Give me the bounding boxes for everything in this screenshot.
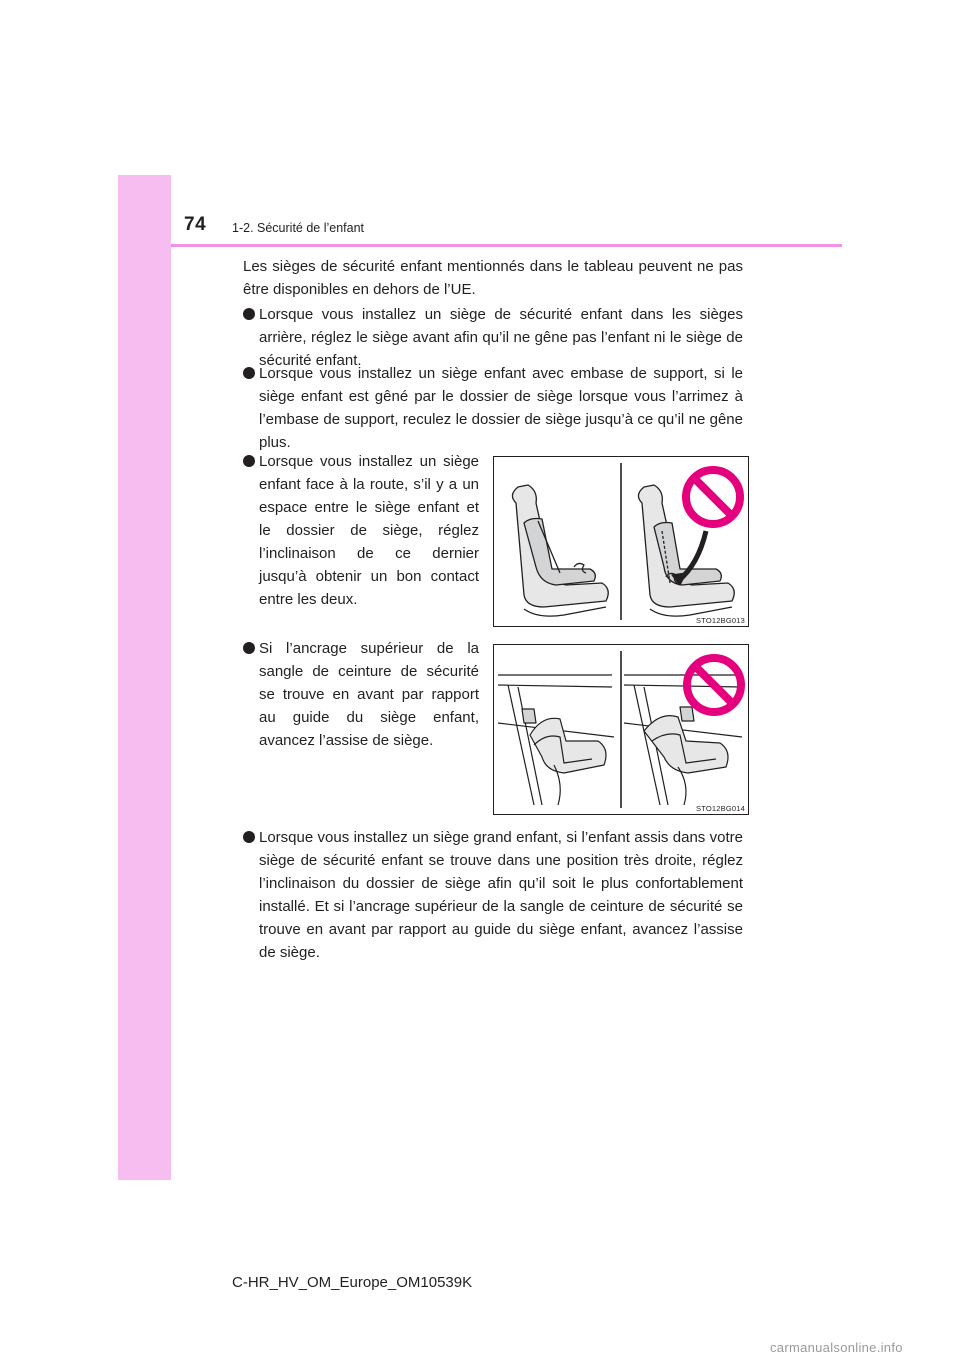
bullet-icon <box>243 308 255 320</box>
figure-seat-belt-anchor <box>493 644 749 815</box>
prohibition-icon <box>686 470 740 524</box>
footer-document-id: C-HR_HV_OM_Europe_OM10539K <box>232 1274 473 1291</box>
list-item-text: Lorsque vous installez un siège grand enfant, si l’enfant assis dans votre siège de sécurité enfant se trouve dans une position très droite, réglez l’inclinaison du dossier de siège afin qu’il soit le plus confortablement installé. Et si l’ancrage supérieur de la sangle de ceinture de sécurité se trouve en avant par rapport au guide du siège enfant, avancez l’assise de siège. <box>259 829 743 961</box>
figure-code: STO12BG013 <box>696 616 745 625</box>
chapter-side-bar <box>118 175 171 1180</box>
figure-seat-recline <box>493 456 749 627</box>
bullet-icon <box>243 831 255 843</box>
header-rule <box>171 244 842 247</box>
seat-belt-anchor-illustration <box>494 645 748 814</box>
bullet-icon <box>243 367 255 379</box>
list-item <box>243 637 479 752</box>
prohibition-icon <box>687 658 741 712</box>
list-item <box>243 450 479 611</box>
list-item-text: Lorsque vous installez un siège de sécurité enfant dans les sièges arrière, réglez le siège avant afin qu’il ne gêne pas l’enfant ni le siège de sécurité enfant. <box>259 306 743 369</box>
watermark: carmanualsonline.info <box>770 1340 903 1355</box>
bullet-icon <box>243 455 255 467</box>
intro-paragraph: Les sièges de sécurité enfant mentionnés dans le tableau peuvent ne pas être disponibles en dehors de l’UE. <box>243 258 743 298</box>
figure-code: STO12BG014 <box>696 804 745 813</box>
list-item <box>243 826 743 964</box>
list-item-text: Lorsque vous installez un siège enfant face à la route, s’il y a un espace entre le siège enfant et le dossier de siège, réglez l’inclinaison de ce dernier jusqu’à obtenir un bon contact entre les deux. <box>259 453 479 608</box>
list-item-text: Lorsque vous installez un siège enfant avec embase de support, si le siège enfant est gêné par le dossier de siège lorsque vous l’arrimez à l’embase de support, reculez le dossier de siège jusqu’à ce qu’il ne gêne plus. <box>259 365 743 451</box>
list-item <box>243 362 743 454</box>
list-item-text: Si l’ancrage supérieur de la sangle de ceinture de sécurité se trouve en avant par rapport au guide du siège enfant, avancez l’assise de siège. <box>259 640 479 749</box>
section-title: 1-2. Sécurité de l’enfant <box>232 221 365 235</box>
page-number: 74 <box>184 214 207 235</box>
seat-recline-illustration <box>494 457 748 626</box>
bullet-icon <box>243 642 255 654</box>
